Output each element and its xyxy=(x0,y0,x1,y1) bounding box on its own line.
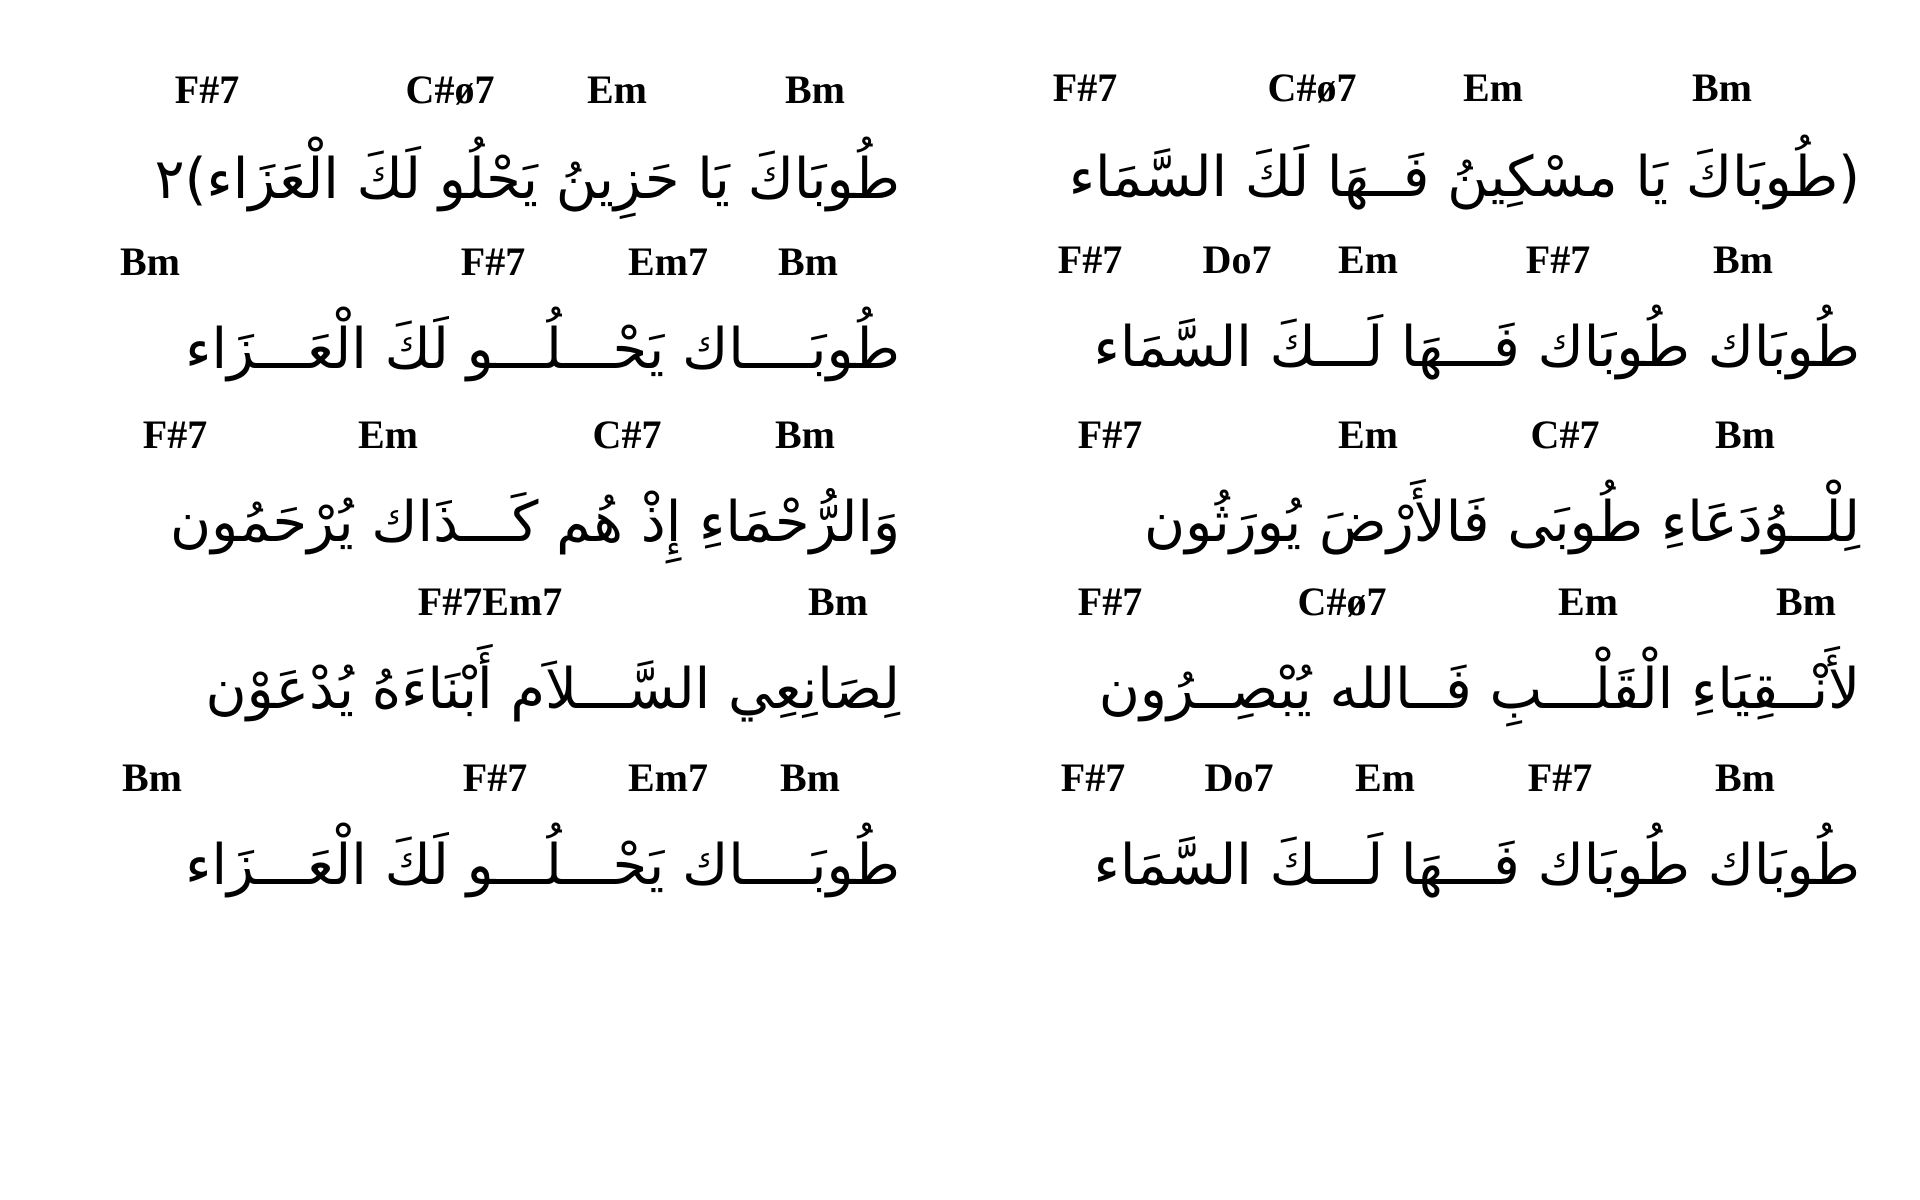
chord: C#7 xyxy=(592,412,662,457)
chord: F#7 xyxy=(1077,412,1143,457)
lyric-line: طُوبَــــاك يَحْـــلُـــو لَكَ الْعَـــزَاء xyxy=(185,833,900,898)
chord: Em xyxy=(1338,237,1398,282)
chord: Bm xyxy=(120,239,180,284)
chord: C#ø7 xyxy=(1267,65,1357,110)
chord: F#7 xyxy=(1060,755,1126,800)
chord: Em7 xyxy=(628,239,708,284)
chord: Bm xyxy=(1715,412,1775,457)
chord: Do7 xyxy=(1202,237,1272,282)
chord: Em xyxy=(587,67,647,112)
chord: Bm xyxy=(775,412,835,457)
lyric-line: طُوبَــــاك يَحْـــلُـــو لَكَ الْعَـــزَاء xyxy=(185,317,900,382)
chord: C#ø7 xyxy=(405,67,495,112)
lyric-line: لأَنْــقِيَاءِ الْقَلْـــبِ فَــالله يُبْصِــرُون xyxy=(1098,657,1860,722)
chord: Bm xyxy=(122,755,182,800)
chord: F#7 xyxy=(174,67,240,112)
chord: C#ø7 xyxy=(1297,579,1387,624)
chord: Em xyxy=(358,412,418,457)
chord: C#7 xyxy=(1530,412,1600,457)
lyric-line: طُوبَاكَ يَا حَزِينُ يَحْلُو لَكَ الْعَزَاء)٢ xyxy=(154,147,900,212)
chord: Bm xyxy=(780,755,840,800)
chord: Bm xyxy=(778,239,838,284)
chord: F#7 xyxy=(1057,237,1123,282)
lyric-line: (طُوبَاكَ يَا مسْكِينُ فَــهَا لَكَ السَّمَاء xyxy=(1068,145,1860,210)
chord: Bm xyxy=(1713,237,1773,282)
lyric-line: لِصَانِعِي السَّـــلاَم أَبْنَاءَهُ يُدْعَوْن xyxy=(205,657,900,722)
chord: Em xyxy=(1463,65,1523,110)
chord: Em xyxy=(1338,412,1398,457)
chord: Do7 xyxy=(1204,755,1274,800)
chord: Em xyxy=(1558,579,1618,624)
lyric-line: وَالرُّحْمَاءِ إِذْ هُم كَـــذَاك يُرْحَمُون xyxy=(170,490,900,555)
chord: F#7 xyxy=(1527,755,1593,800)
chord: Bm xyxy=(785,67,845,112)
chord: Bm xyxy=(1715,755,1775,800)
chord: F#7Em7 xyxy=(417,579,563,624)
chord: Bm xyxy=(808,579,868,624)
chord: F#7 xyxy=(460,239,526,284)
chord: F#7 xyxy=(1077,579,1143,624)
chord: F#7 xyxy=(1052,65,1118,110)
lyric-line: لِلْــوُدَعَاءِ طُوبَى فَالأَرْضَ يُورَثُون xyxy=(1144,490,1860,555)
chord: Bm xyxy=(1776,579,1836,624)
chord: F#7 xyxy=(462,755,528,800)
chord: Bm xyxy=(1692,65,1752,110)
lyric-line: طُوبَاك طُوبَاك فَـــهَا لَـــكَ السَّمَاء xyxy=(1093,833,1860,898)
chord: F#7 xyxy=(1525,237,1591,282)
chord: Em xyxy=(1355,755,1415,800)
chord: Em7 xyxy=(628,755,708,800)
chord: F#7 xyxy=(142,412,208,457)
lyric-line: طُوبَاك طُوبَاك فَـــهَا لَـــكَ السَّمَاء xyxy=(1093,315,1860,380)
